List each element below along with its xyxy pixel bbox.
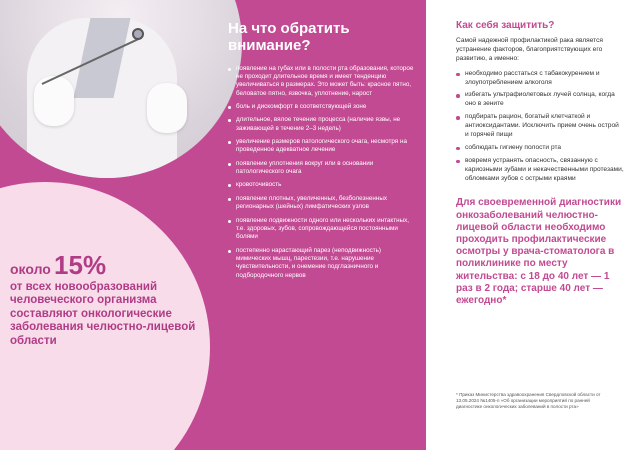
checkup-callout: Для своевременной диагностики онкозаболеваний челюстно-лицевой области необходимо проходить профилактические осмотры у врача-стоматолога в поликлинике по месту жительства: с 18 до 40 лет — 1 раз в 2 года; старше 40 лет — ежегодно* bbox=[456, 197, 622, 306]
attention-item: боль и дискомфорт в соответствующей зоне bbox=[228, 103, 414, 111]
glove-right bbox=[147, 83, 187, 133]
attention-title: На что обратить внимание? bbox=[228, 20, 350, 55]
attention-item: появление подвижности одного или нескольких интактных, т.е. здоровых, зубов, сопровождающейся постоянными болями bbox=[228, 217, 414, 242]
statistic-block bbox=[10, 250, 200, 348]
attention-item: кровоточивость bbox=[228, 181, 414, 189]
protect-item: избегать ультрафиолетовых лучей солнца, когда оно в зените bbox=[456, 91, 624, 109]
stat-number: 15% bbox=[54, 250, 107, 280]
protect-item: подбирать рацион, богатый клетчаткой и антиоксидантами. Исключить прием очень острой и горячей пищи bbox=[456, 113, 624, 140]
protect-title: Как себя защитить? bbox=[456, 20, 555, 31]
stat-text: от всех новообразований человеческого организма составляют онкологические заболевания челюстно-лицевой области bbox=[10, 280, 196, 347]
footnote: * Приказ Министерства здравоохранения Свердловской области от 13.05.2024 №1405-п «Об организации мероприятий по ранней диагностике онкологических заболеваний в полости рта» bbox=[456, 392, 601, 410]
protect-item: вовремя устранять опасность, связанную с кариозными зубами и некачественными протезами, обломками зубов с острыми краями bbox=[456, 157, 624, 184]
attention-item: появление на губах или в полости рта образования, которое не проходит длительное время и имеет тенденцию увеличиваться в размерах. Это может быть: красное пятно, беловатое пятно, язвочка, уплотнение, нарост bbox=[228, 65, 414, 98]
protect-list bbox=[456, 70, 624, 184]
attention-section bbox=[228, 20, 414, 285]
attention-list bbox=[228, 65, 414, 281]
protect-item: необходимо расстаться с табакокурением и злоупотреблением алкоголя bbox=[456, 70, 624, 88]
glove-left bbox=[34, 76, 74, 126]
attention-item: появление плотных, увеличенных, безболезненных регионарных (шейных) лимфатических узлов bbox=[228, 195, 414, 212]
protect-item: соблюдать гигиену полости рта bbox=[456, 144, 624, 153]
protect-intro: Самой надежной профилактикой рака является устранение факторов, благоприятствующих его развитию, а именно: bbox=[456, 37, 603, 62]
stat-prefix: около bbox=[10, 261, 51, 277]
protect-section bbox=[426, 0, 640, 450]
attention-item: постепенно нарастающий парез (неподвижность) мимических мышц, парестезии, т.е. нарушение чувствительности, и онемение подглазничного и подбородочного нервов bbox=[228, 247, 414, 280]
attention-item: длительное, вялое течение процесса (наличие язвы, не заживающей в течение 2–3 недель) bbox=[228, 116, 414, 133]
mirror-head bbox=[132, 28, 144, 40]
attention-item: увеличение размеров патологического очага, несмотря на проведенное адекватное лечение bbox=[228, 138, 414, 155]
attention-item: появление уплотнения вокруг или в основании патологического очага bbox=[228, 160, 414, 177]
